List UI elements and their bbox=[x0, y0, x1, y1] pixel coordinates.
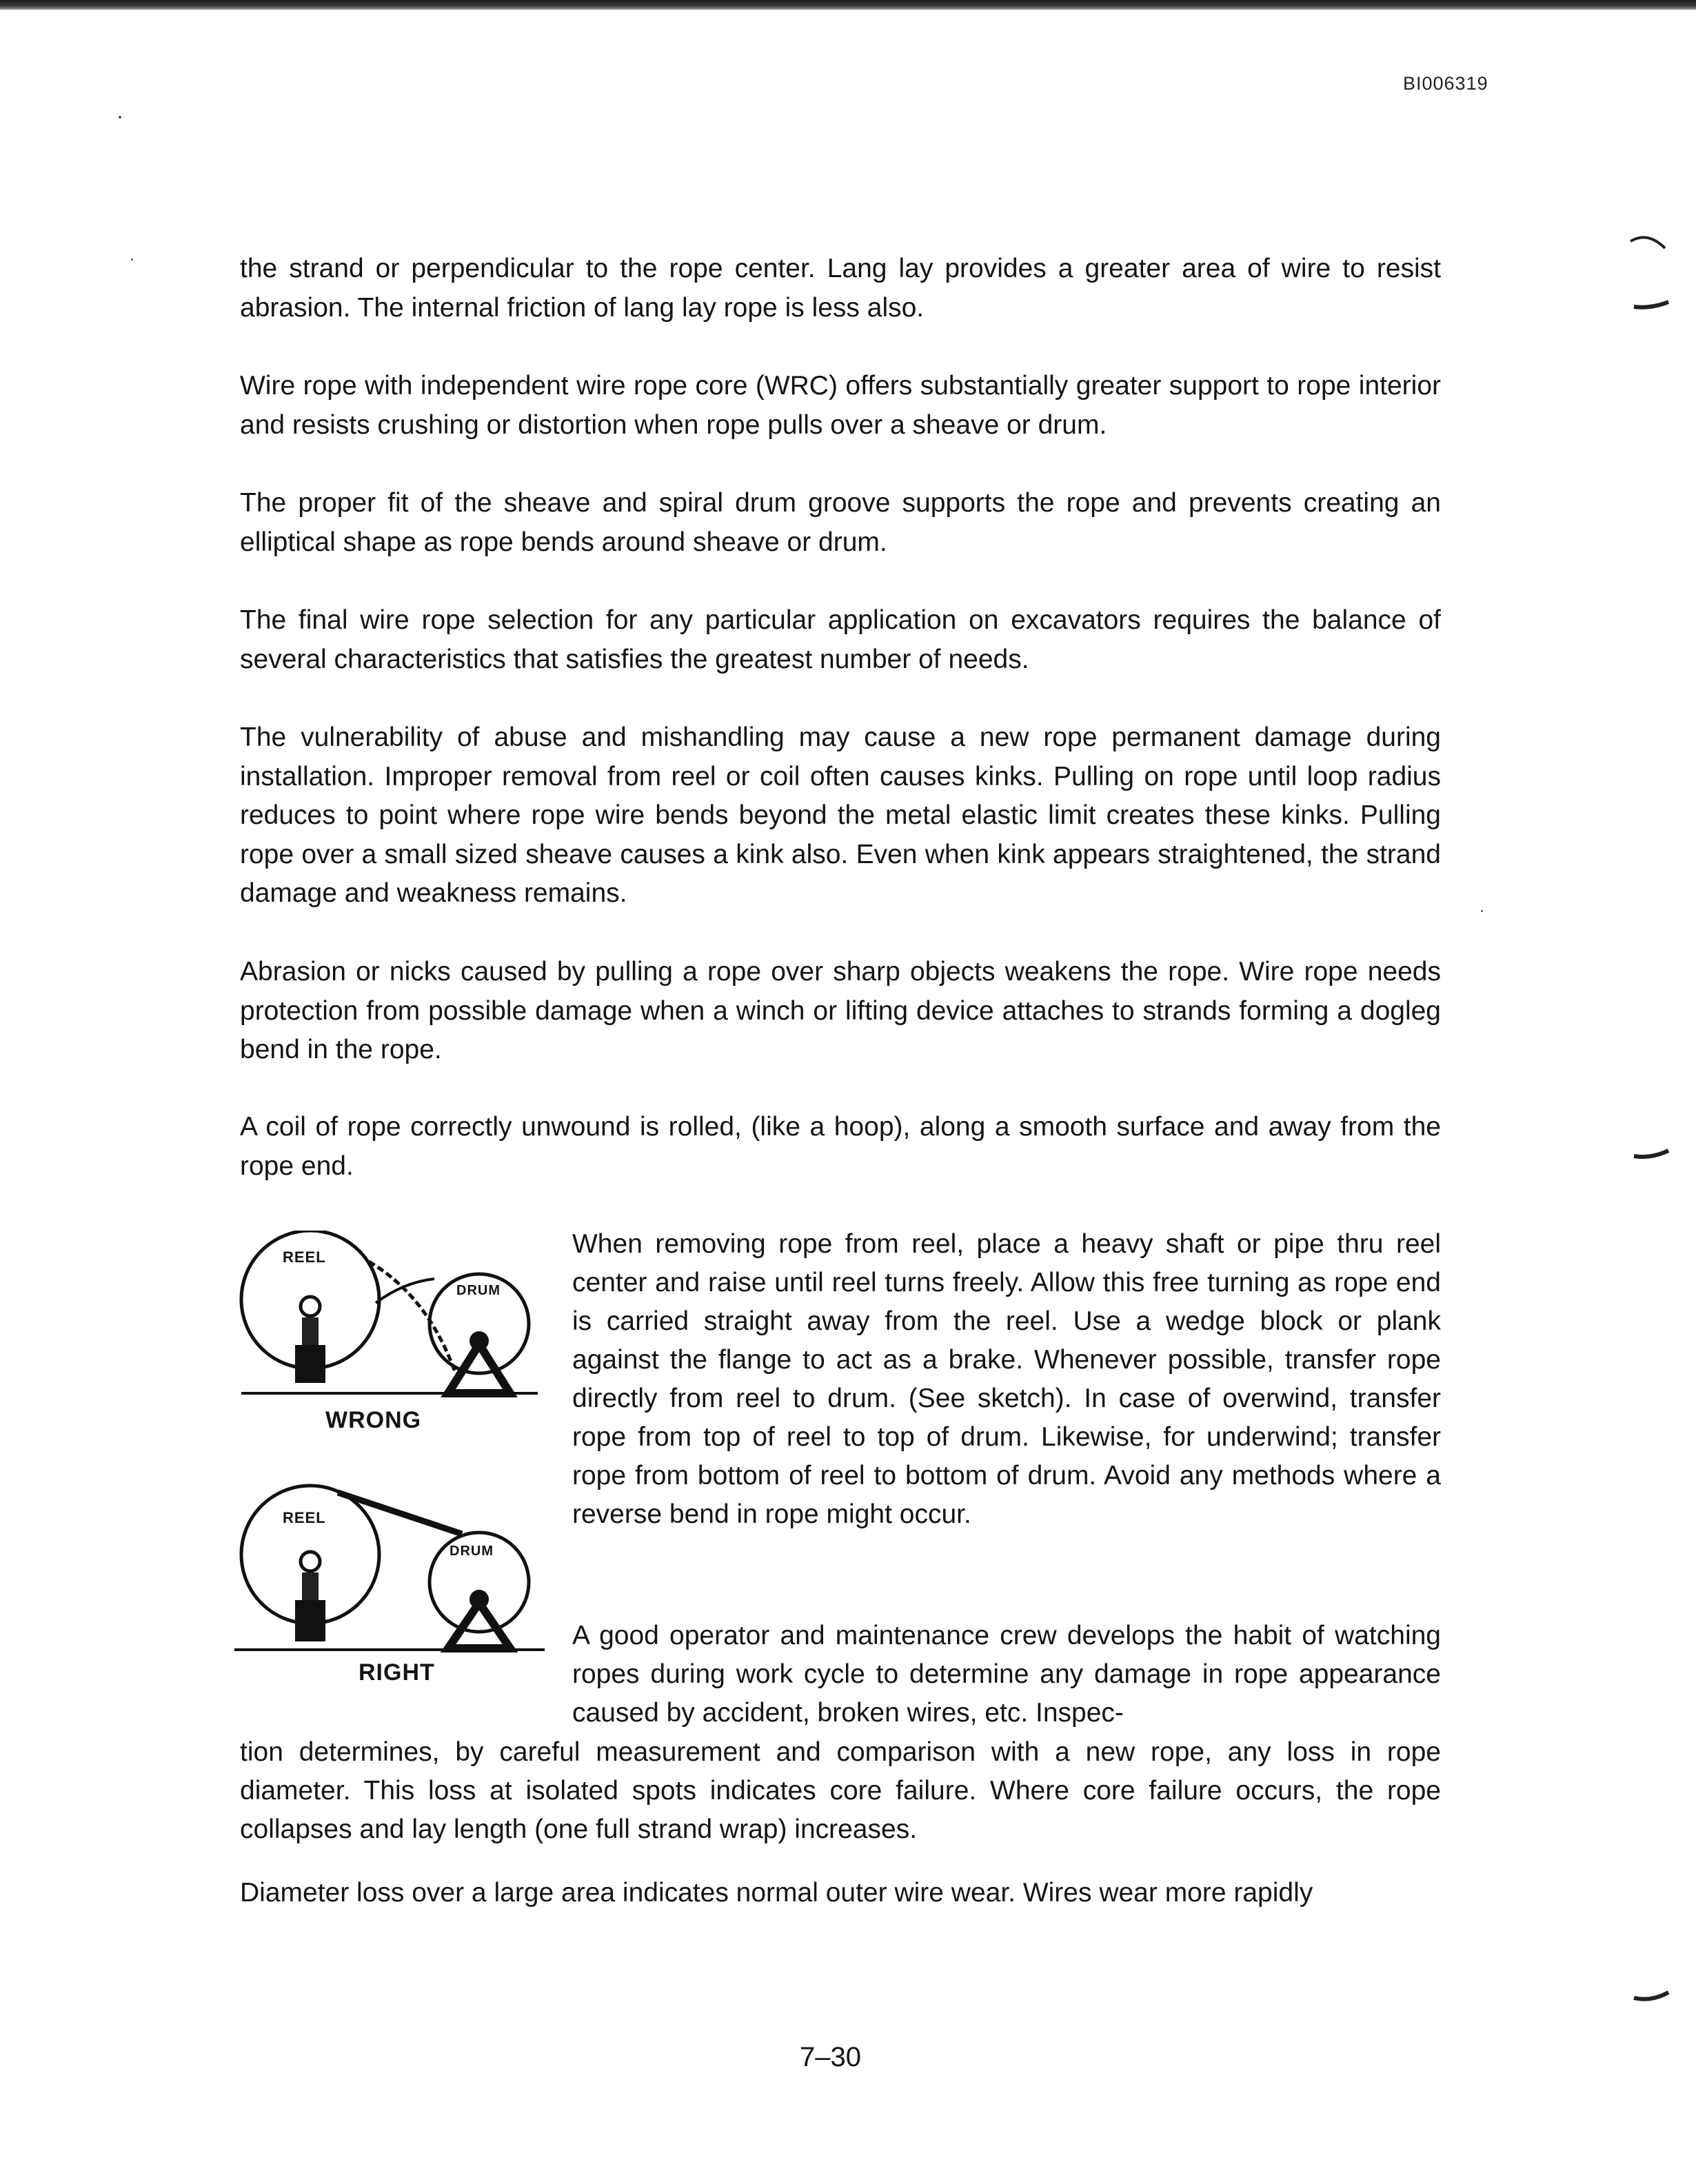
paragraph-inspection-top: A good operator and maintenance crew develops the habit of watching ropes during work cycle to determine any damage in rope appearance caused by accident, broken wires, etc. Inspec- bbox=[572, 1621, 1441, 1728]
paragraph-sheave-fit: The proper fit of the sheave and spiral drum groove supports the rope and prevents creating an elliptical shape as rope bends around sheave or drum. bbox=[240, 488, 1441, 557]
right-transfer-sketch bbox=[228, 1465, 552, 1692]
figure-right-transfer bbox=[228, 1465, 552, 1692]
paragraph-lang-lay: the strand or perpendicular to the rope center. Lang lay provides a greater area of wire to resist abrasion. The internal friction of lang lay rope is less also. bbox=[240, 254, 1441, 323]
wrong-drum-label: DRUM bbox=[456, 1283, 501, 1298]
binder-hole-mark-icon bbox=[1627, 228, 1675, 317]
paragraph-abrasion: Abrasion or nicks caused by pulling a rope over sharp objects weakens the rope. Wire rope needs protection from possible damage when a winch or lifting device attaches to strands forming a dogleg bend in the rope. bbox=[240, 957, 1441, 1064]
wrong-reel-label: REEL bbox=[283, 1248, 326, 1266]
scan-speck bbox=[119, 116, 121, 119]
paragraph-wrc: Wire rope with independent wire rope core (WRC) offers substantially greater support to rope interior and resists crushing or distortion when rope pulls over a sheave or drum. bbox=[240, 371, 1441, 440]
binder-hole-mark-icon bbox=[1627, 1985, 1675, 2013]
paragraph-diameter-loss: Diameter loss over a large area indicates normal outer wire wear. Wires wear more rapidly bbox=[240, 1878, 1313, 1908]
wrong-caption: WRONG bbox=[325, 1407, 422, 1433]
paragraph-coil: A coil of rope correctly unwound is rolled, (like a hoop), along a smooth surface and away from the rope end. bbox=[240, 1112, 1441, 1181]
binder-hole-mark-icon bbox=[1627, 1141, 1675, 1169]
right-caption: RIGHT bbox=[359, 1659, 435, 1686]
paragraph-selection: The final wire rope selection for any particular application on excavators requires the balance of several characteristics that satisfies the greatest number of needs. bbox=[240, 605, 1441, 674]
paragraph-inspection-bottom: tion determines, by careful measurement and comparison with a new rope, any loss in rope diameter. This loss at isolated spots indicates core failure. Where core failure occurs, the rope collapses and lay length (one full strand wrap) increases. bbox=[240, 1737, 1441, 1844]
top-scan-border bbox=[0, 0, 1696, 10]
scan-speck bbox=[1481, 910, 1483, 912]
scan-speck bbox=[131, 259, 133, 261]
right-reel-label: REEL bbox=[283, 1509, 326, 1526]
paragraph-vulnerability: The vulnerability of abuse and mishandling may cause a new rope permanent damage during installation. Improper removal from reel or coil often causes kinks. Pulling on rope until loop radius reduces to point where rope wire bends beyond the metal elastic limit creates these kinks. Pulling rope over a small sized sheave causes a kink also. Even when kink appears straightened, the strand damage and weakness remains. bbox=[240, 722, 1441, 908]
paragraph-reel-removal: When removing rope from reel, place a heavy shaft or pipe thru reel center and raise until reel turns freely. Allow this free turning as rope end is carried straight away from the reel. Use a wedge block or plank against the flange to act as a brake. Whenever possible, transfer rope directly from reel to drum. (See sketch). In case of overwind, transfer rope from top of reel to top of drum. Likewise, for underwind; transfer rope from bottom of reel to bottom of drum. Avoid any methods where a reverse bend in rope might occur. bbox=[572, 1229, 1441, 1529]
figure-wrong-transfer bbox=[228, 1231, 552, 1437]
document-id: BI006319 bbox=[1403, 73, 1488, 94]
page-number: 7–30 bbox=[800, 2042, 861, 2072]
wrong-transfer-sketch bbox=[228, 1231, 552, 1437]
right-drum-label: DRUM bbox=[450, 1544, 494, 1559]
